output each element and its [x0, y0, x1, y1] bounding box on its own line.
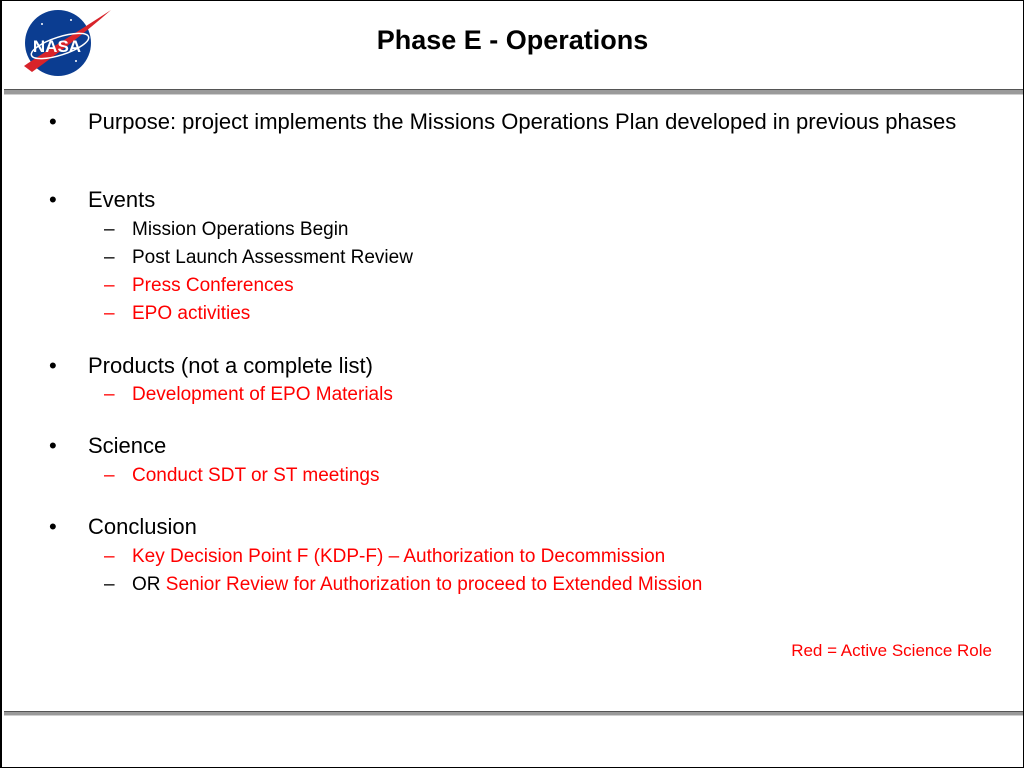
conclusion-item-text: Key Decision Point F (KDP-F) – Authorization to Decommission: [132, 546, 666, 567]
event-item-text: Post Launch Assessment Review: [132, 247, 413, 268]
product-item-text: Development of EPO Materials: [132, 384, 393, 405]
conclusion-label: Conclusion: [88, 514, 197, 539]
dash-marker: –: [104, 384, 115, 405]
science-label: Science: [88, 433, 167, 458]
conclusion-item-text: [132, 574, 702, 596]
footer-divider: [4, 711, 1023, 716]
dash-marker: –: [104, 574, 115, 595]
nasa-logo-text: NASA: [32, 37, 82, 56]
event-item-text: Mission Operations Begin: [132, 219, 349, 240]
events-label: Events: [88, 187, 156, 212]
event-item-text: Press Conferences: [132, 275, 294, 296]
dash-marker: –: [104, 303, 115, 324]
dash-marker: –: [104, 546, 115, 567]
or-prefix: OR: [132, 574, 161, 595]
bullet-marker: •: [49, 514, 57, 539]
bullet-marker: •: [49, 353, 57, 378]
page-title: Phase E - Operations: [376, 25, 649, 55]
bullet-marker: •: [49, 187, 57, 212]
science-item-text: Conduct SDT or ST meetings: [132, 465, 380, 486]
bullet-marker: •: [49, 109, 57, 134]
bullet-marker: •: [49, 433, 57, 458]
senior-review-text: Senior Review for Authorization to proceed to Extended Mission: [165, 574, 703, 595]
legend-note: Red = Active Science Role: [791, 641, 992, 660]
dash-marker: –: [104, 275, 115, 296]
dash-marker: –: [104, 219, 115, 240]
event-item-text: EPO activities: [132, 303, 251, 324]
dash-marker: –: [104, 465, 115, 486]
dash-marker: –: [104, 247, 115, 268]
purpose-text: Purpose: project implements the Missions Operations Plan developed in previous phases: [88, 109, 957, 134]
products-label: Products (not a complete list): [88, 353, 373, 378]
slide-body: [2, 1, 1024, 769]
